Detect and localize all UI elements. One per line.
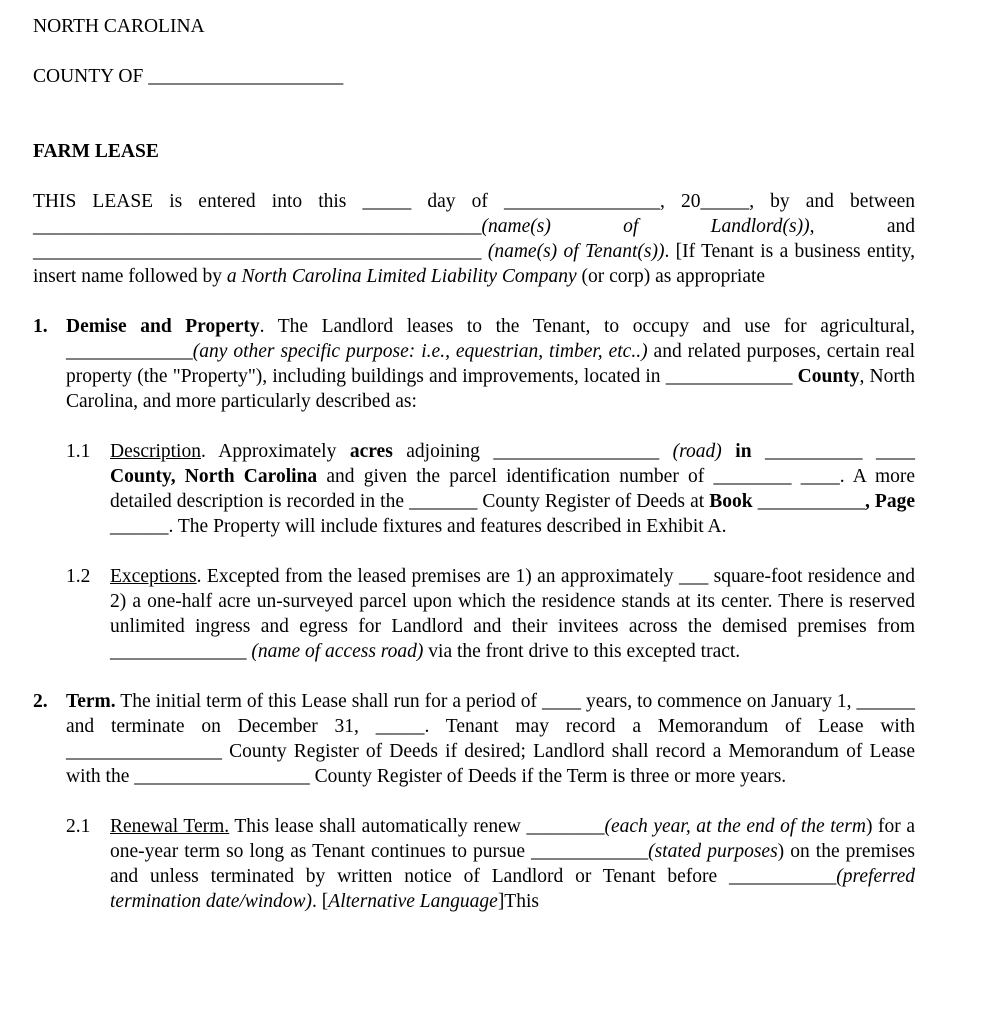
blank-line: _________________ <box>493 441 660 462</box>
text-run: and terminate on December 31, <box>66 716 376 737</box>
text-run <box>863 441 877 462</box>
text-run: (each year, at the end of the term <box>604 816 866 837</box>
blank-line: __________________ <box>134 766 310 787</box>
text-run: (stated purposes <box>648 841 778 862</box>
text-run: (name(s) of Landlord(s)) <box>481 216 810 237</box>
text-run: County Register of Deeds if desired; Landlord shall record a Memorandum of Lease with the <box>66 741 915 787</box>
text-run: square-foot residence and 2) a one-half acre un-surveyed parcel upon which the residence stands at its center. There is reserved unlimited ingress and egress for Landlord and their invitees across the demised premises from <box>110 566 915 637</box>
text-run <box>659 441 673 462</box>
blank-line: ______ <box>856 691 915 712</box>
blank-line: _____ <box>375 716 425 737</box>
text-run: Description <box>110 441 201 462</box>
blank-line: _____ <box>700 191 750 212</box>
text-run: a North Carolina Limited Liability Company <box>226 266 577 287</box>
text-run: acres <box>349 441 393 462</box>
section-number: 1. <box>33 316 48 337</box>
text-run: Book <box>709 491 753 512</box>
blank-line: ______________ <box>110 641 247 662</box>
section-1-2-exceptions <box>33 564 915 664</box>
text-run: via the front drive to this excepted tract. <box>423 641 741 662</box>
blank-line: ___________ <box>757 491 865 512</box>
document-body <box>33 14 915 914</box>
text-run: COUNTY OF <box>33 66 149 87</box>
text-run: adjoining <box>392 441 494 462</box>
blank-line: _____________ <box>66 341 193 362</box>
blank-line: ____________ <box>531 841 649 862</box>
blank-line: ____ <box>800 466 840 487</box>
text-run: (preferred termination date/window) <box>110 866 915 912</box>
text-run: . The Landlord leases to the Tenant, to occupy and use for agricultural, <box>259 316 916 337</box>
text-run: (name(s) of Tenant(s)) <box>487 241 665 262</box>
text-run: Alternative Language <box>328 891 498 912</box>
text-run: (name of access road) <box>251 641 424 662</box>
text-run: NORTH CAROLINA <box>33 16 205 37</box>
blank-line: _______ <box>409 491 478 512</box>
section-number: 1.1 <box>66 441 91 462</box>
text-run: The initial term of this Lease shall run for a period of <box>115 691 543 712</box>
text-run: , Page <box>864 491 915 512</box>
text-run: This lease shall automatically renew <box>229 816 527 837</box>
section-1-1-description <box>33 439 915 539</box>
section-1-demise-and-property <box>33 314 915 414</box>
blank-line: ________________ <box>503 191 660 212</box>
text-run: and related purposes, certain real property (the "Property"), including buildings and improvements, located in <box>66 341 916 387</box>
blank-line: ______________________________________________ <box>33 216 482 237</box>
text-run <box>792 466 801 487</box>
text-run: County Register of Deeds at <box>477 491 710 512</box>
text-run: . [ <box>312 891 329 912</box>
section-number: 2. <box>33 691 48 712</box>
section-2-1-renewal-term <box>33 814 915 914</box>
text-run: County <box>797 366 860 387</box>
document-title <box>33 139 915 164</box>
blank-line: ___________ <box>729 866 837 887</box>
text-run: , by and between <box>749 191 916 212</box>
blank-line: ______________________________________________ <box>33 241 482 262</box>
text-run: THIS LEASE is entered into this <box>33 191 363 212</box>
text-run <box>722 441 736 462</box>
text-run: . The Property will include fixtures and features described in Exhibit A. <box>168 516 727 537</box>
text-run: , North Carolina, and more particularly described as: <box>66 366 915 412</box>
blank-line: ________ <box>526 816 605 837</box>
text-run: County, North Carolina <box>110 466 318 487</box>
text-run: and given the parcel identification number of <box>317 466 714 487</box>
text-run: Demise and Property <box>66 316 260 337</box>
blank-line: _____________ <box>665 366 793 387</box>
blank-line: ________________ <box>66 741 222 762</box>
blank-line: ___ <box>678 566 709 587</box>
blank-line: _____ <box>362 191 412 212</box>
section-number: 2.1 <box>66 816 91 837</box>
section-number: 1.2 <box>66 566 91 587</box>
text-run: Term. <box>66 691 116 712</box>
text-run <box>752 441 766 462</box>
blank-line: ____________________ <box>148 66 344 87</box>
blank-line: ________ <box>713 466 792 487</box>
text-run: , and <box>809 216 916 237</box>
section-2-term <box>33 689 915 789</box>
text-run: . Tenant may record a Memorandum of Lease with <box>424 716 915 737</box>
blank-line: ____ <box>542 691 582 712</box>
text-run: (any other specific purpose: i.e., equestrian, timber, etc..) <box>192 341 648 362</box>
blank-line: ____ <box>876 441 916 462</box>
text-run: FARM LEASE <box>33 141 159 162</box>
text-run: , 20 <box>659 191 701 212</box>
text-run: (road) <box>672 441 722 462</box>
county-line <box>33 64 915 89</box>
text-run: Exceptions <box>110 566 197 587</box>
blank-line: __________ <box>765 441 863 462</box>
text-run: years, to commence on January 1, <box>581 691 857 712</box>
text-run: (or corp) as appropriate <box>576 266 766 287</box>
text-run: ) for a one-year term so long as Tenant continues to pursue <box>110 816 916 862</box>
text-run: Renewal Term. <box>110 816 230 837</box>
blank-line: ______ <box>110 516 169 537</box>
text-run: . A more detailed description is recorded in the <box>110 466 916 512</box>
intro-paragraph <box>33 189 915 289</box>
text-run: ) on the premises and unless terminated by written notice of Landlord or Tenant before <box>110 841 915 887</box>
text-run: . [If Tenant is a business entity, insert name followed by <box>33 241 915 287</box>
state-heading <box>33 14 915 39</box>
text-run: in <box>735 441 752 462</box>
text-run: ]This <box>497 891 539 912</box>
text-run: . Approximately <box>200 441 350 462</box>
text-run: day of <box>411 191 504 212</box>
text-run: . Excepted from the leased premises are 1) an approximately <box>196 566 679 587</box>
text-run: County Register of Deeds if the Term is three or more years. <box>309 766 787 787</box>
